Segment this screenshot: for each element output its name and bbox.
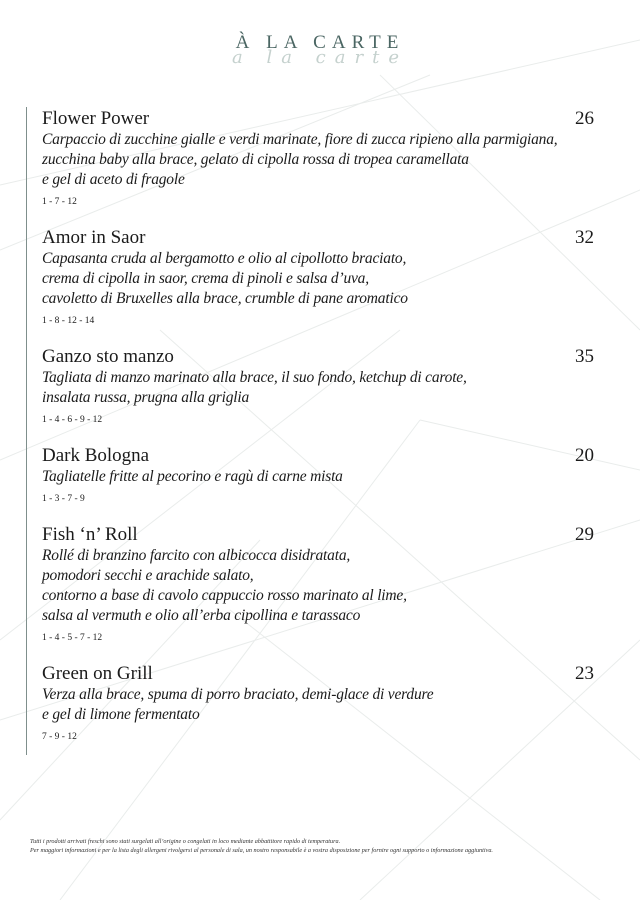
menu-item xyxy=(42,346,594,426)
dish-price: 23 xyxy=(575,663,594,684)
allergen-codes: 1 - 4 - 5 - 7 - 12 xyxy=(42,633,103,643)
dish-name: Fish ‘n’ Roll xyxy=(42,524,138,545)
allergen-codes: 1 - 7 - 12 xyxy=(42,197,77,207)
dish-price: 35 xyxy=(575,346,594,367)
menu-list xyxy=(42,108,594,762)
menu-header xyxy=(0,30,640,75)
dish-name: Amor in Saor xyxy=(42,227,146,248)
dish-name: Ganzo sto manzo xyxy=(42,346,174,367)
dish-name: Flower Power xyxy=(42,108,150,129)
allergen-codes: 1 - 3 - 7 - 9 xyxy=(42,494,85,504)
script-subtitle: a la carte xyxy=(232,47,408,68)
menu-item xyxy=(42,227,594,327)
dish-price: 26 xyxy=(575,108,594,129)
allergen-codes: 1 - 8 - 12 - 14 xyxy=(42,316,95,326)
footer-note-frozen: Tutti i prodotti arrivati freschi sono stati surgelati all’origine o congelati in loco mediante abbattitore rapido di temperatura. xyxy=(30,838,341,845)
dish-description: Tagliata di manzo marinato alla brace, il suo fondo, ketchup di carote, insalata russa, prugna alla griglia xyxy=(42,369,467,406)
menu-item xyxy=(42,524,594,644)
dish-description: Rollé di branzino farcito con albicocca disidratata, pomodori secchi e arachide salato, contorno a base di cavolo cappuccio rosso marinato al lime, salsa al vermuth e olio all’erba cipollina e tarassaco xyxy=(42,547,407,624)
footer-notes xyxy=(30,838,610,855)
dish-price: 32 xyxy=(575,227,594,248)
page-title: À LA CARTE xyxy=(235,32,405,53)
dish-description: Verza alla brace, spuma di porro braciato, demi-glace di verdure e gel di limone fermentato xyxy=(42,686,434,723)
dish-name: Green on Grill xyxy=(42,663,153,684)
allergen-codes: 7 - 9 - 12 xyxy=(42,732,77,742)
vertical-divider xyxy=(26,107,27,755)
dish-name: Dark Bologna xyxy=(42,445,150,466)
dish-description: Capasanta cruda al bergamotto e olio al cipollotto braciato, crema di cipolla in saor, crema di pinoli e salsa d’uva, cavoletto di Bruxelles alla brace, crumble di pane aromatico xyxy=(42,250,408,307)
allergen-codes: 1 - 4 - 6 - 9 - 12 xyxy=(42,415,103,425)
menu-item xyxy=(42,445,594,505)
menu-item xyxy=(42,663,594,743)
dish-description: Carpaccio di zucchine gialle e verdi marinate, fiore di zucca ripieno alla parmigiana, zucchina baby alla brace, gelato di cipolla rossa di tropea caramellata e gel di aceto di fragole xyxy=(42,131,558,188)
dish-price: 29 xyxy=(575,524,594,545)
menu-item xyxy=(42,108,594,208)
dish-price: 20 xyxy=(575,445,594,466)
dish-description: Tagliatelle fritte al pecorino e ragù di carne mista xyxy=(42,468,343,485)
footer-note-allergens: Per maggiori informazioni e per la lista degli allergeni rivolgersi al personale di sala, un nostro responsabile è a vostra disposizione per fornire ogni supporto o informazione aggiuntiva. xyxy=(30,846,493,854)
